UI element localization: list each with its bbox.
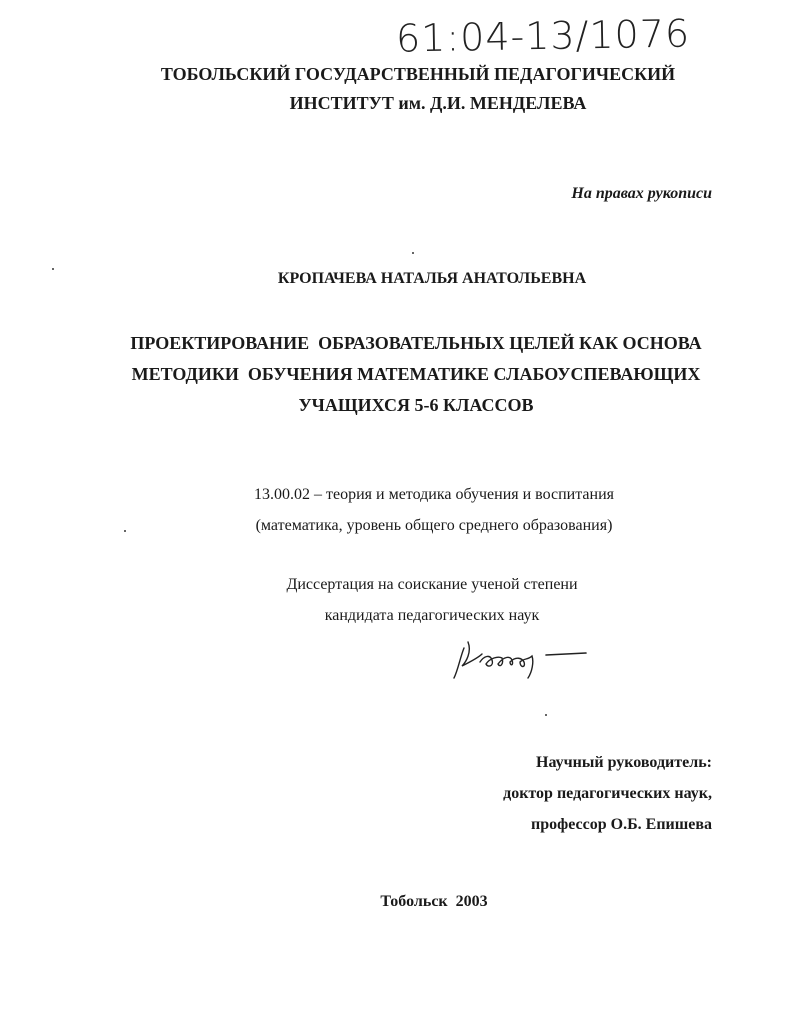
city-year: Тобольск 2003 (380, 893, 488, 910)
supervisor-line-1: Научный руководитель: (536, 754, 712, 771)
specialty-block (36, 479, 796, 541)
supervisor-line-3: профессор О.Б. Епишева (531, 816, 712, 833)
degree-line-2: кандидата педагогических наук (324, 607, 540, 624)
title-line-3: УЧАЩИХСЯ 5-6 КЛАССОВ (298, 395, 534, 415)
specialty-line-2: (математика, уровень общего среднего образования) (255, 517, 613, 534)
archive-stamp: 61:04-13/1076 (395, 11, 691, 61)
handwritten-signature (450, 628, 590, 684)
supervisor-block (503, 747, 712, 840)
institution-line-1: ТОБОЛЬСКИЙ ГОСУДАРСТВЕННЫЙ ПЕДАГОГИЧЕСКИЙ (160, 64, 676, 84)
title-line-1: ПРОЕКТИРОВАНИЕ ОБРАЗОВАТЕЛЬНЫХ ЦЕЛЕЙ КАК ОСНОВА (130, 333, 702, 353)
scan-speck (52, 268, 54, 270)
manuscript-note: На правах рукописи (571, 185, 712, 202)
specialty-line-1: 13.00.02 – теория и методика обучения и воспитания (253, 486, 615, 503)
scan-speck (124, 530, 126, 532)
scan-speck (412, 252, 414, 254)
title-line-2: МЕТОДИКИ ОБУЧЕНИЯ МАТЕМАТИКЕ СЛАБОУСПЕВАЮЩИХ (131, 364, 701, 384)
author-name: КРОПАЧЕВА НАТАЛЬЯ АНАТОЛЬЕВНА (277, 270, 587, 287)
scan-speck (545, 714, 547, 716)
degree-block (34, 569, 796, 631)
supervisor-line-2: доктор педагогических наук, (503, 785, 712, 802)
degree-line-1: Диссертация на соискание ученой степени (286, 576, 578, 593)
institution-line-2: ИНСТИТУТ им. Д.И. МЕНДЕЛЕВА (289, 93, 587, 113)
dissertation-title (18, 328, 796, 421)
